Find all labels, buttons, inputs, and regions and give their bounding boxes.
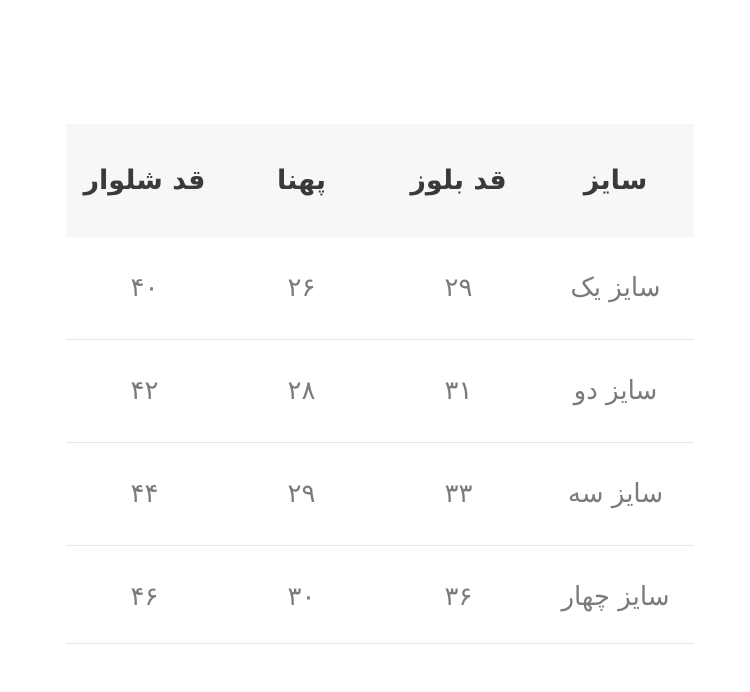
table-header bbox=[66, 124, 694, 237]
column-header-pants-length: قد شلوار bbox=[83, 165, 206, 196]
table-row bbox=[66, 340, 694, 443]
table-bottom-divider bbox=[66, 643, 694, 644]
table-body bbox=[66, 237, 694, 648]
cell-size: سایز یک bbox=[570, 273, 661, 303]
cell-width: ۲۸ bbox=[223, 340, 380, 443]
table-row bbox=[66, 546, 694, 649]
cell-pants-length: ۴۰ bbox=[130, 273, 159, 303]
cell-pants-length: ۴۴ bbox=[66, 443, 223, 546]
column-header-blouse-length: قد بلوز bbox=[410, 165, 507, 196]
cell-width: ۲۶ bbox=[287, 273, 316, 303]
size-table bbox=[66, 124, 694, 648]
cell-size: سایز دو bbox=[537, 340, 694, 443]
column-header-width: پهنا bbox=[276, 165, 327, 196]
table-row bbox=[66, 443, 694, 546]
size-chart-card bbox=[6, 6, 744, 686]
cell-blouse-length: ۳۳ bbox=[380, 443, 537, 546]
cell-pants-length: ۴۲ bbox=[66, 340, 223, 443]
cell-blouse-length: ۳۱ bbox=[380, 340, 537, 443]
cell-blouse-length: ۲۹ bbox=[444, 273, 473, 303]
cell-blouse-length: ۳۶ bbox=[380, 546, 537, 649]
cell-width: ۲۹ bbox=[223, 443, 380, 546]
table-row bbox=[66, 237, 694, 340]
cell-size: سایز چهار bbox=[537, 546, 694, 649]
cell-pants-length: ۴۶ bbox=[66, 546, 223, 649]
cell-size: سایز سه bbox=[537, 443, 694, 546]
column-header-size: سایز bbox=[583, 165, 648, 196]
table-header-row bbox=[66, 124, 694, 237]
cell-width: ۳۰ bbox=[223, 546, 380, 649]
size-table-container bbox=[66, 124, 694, 648]
